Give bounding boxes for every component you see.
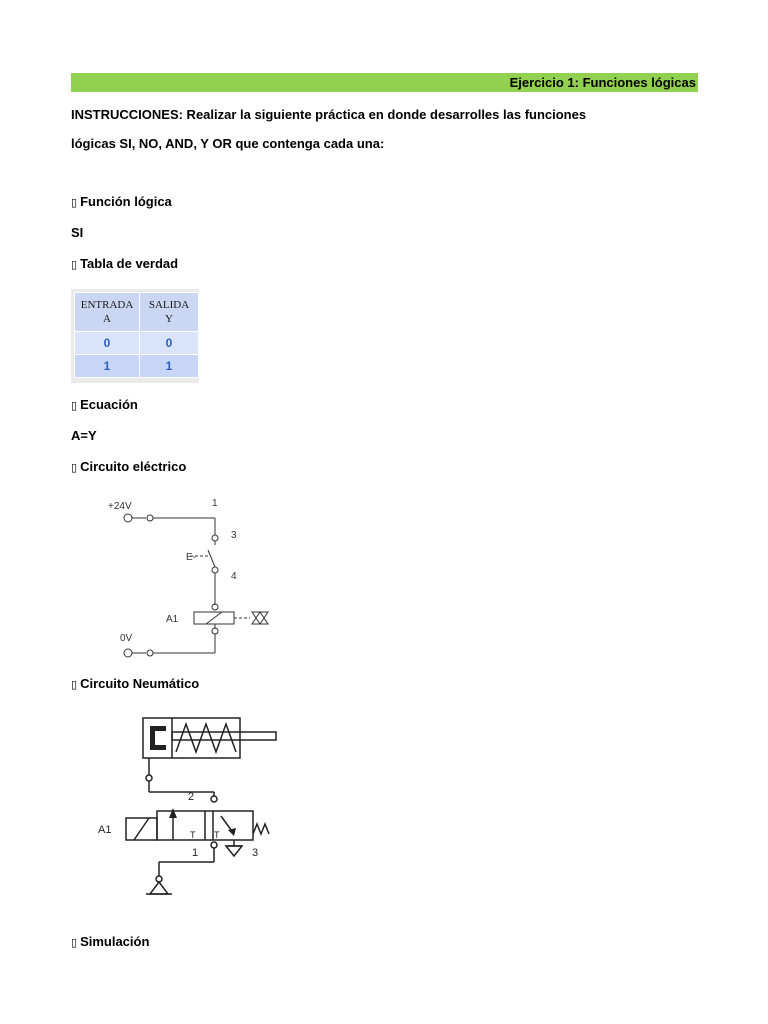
bullet-icon: ▯ — [71, 400, 78, 412]
label-node-4: 4 — [231, 571, 237, 582]
instructions-line-2: lógicas SI, NO, AND, Y OR que contenga cada una: — [71, 136, 385, 151]
section-label: Función lógica — [80, 194, 172, 209]
funcion-value: SI — [71, 225, 84, 240]
section-label: Ecuación — [80, 397, 138, 412]
exhaust-symbol — [226, 846, 242, 856]
label-coil: A1 — [166, 614, 179, 625]
truth-cell: 0 — [140, 332, 199, 355]
truth-table — [71, 289, 199, 383]
section-circuito-electrico — [71, 459, 186, 476]
bullet-icon: ▯ — [71, 679, 78, 691]
instructions-line-1: INSTRUCCIONES: Realizar la siguiente práctica en donde desarrolles las funciones — [71, 107, 587, 122]
page-title: Ejercicio 1: Funciones lógicas — [509, 75, 696, 90]
terminal-symbol — [147, 515, 153, 521]
label-node-1: 1 — [212, 498, 218, 509]
spring-symbol — [253, 824, 269, 834]
terminal-symbol — [124, 649, 132, 657]
label-port-1: 1 — [192, 847, 199, 859]
section-simulacion — [71, 934, 149, 951]
truth-cell: 1 — [140, 355, 199, 378]
label-t1: T — [190, 830, 196, 840]
terminal-symbol — [147, 650, 153, 656]
truth-cell: 1 — [75, 355, 140, 378]
section-label: Simulación — [80, 934, 150, 949]
section-label: Circuito Neumático — [80, 676, 200, 691]
bullet-icon: ▯ — [71, 937, 78, 949]
ecuacion-value: A=Y — [71, 428, 97, 443]
bullet-icon: ▯ — [71, 197, 78, 209]
section-tabla-verdad — [71, 256, 178, 273]
spring-symbol — [176, 724, 236, 752]
switch-contact — [208, 550, 215, 567]
pneumatic-circuit-diagram — [94, 712, 284, 912]
table-row — [75, 332, 199, 355]
header-banner — [71, 73, 698, 92]
label-port-2: 2 — [188, 791, 195, 803]
bullet-icon: ▯ — [71, 462, 78, 474]
valve-symbol — [252, 612, 268, 624]
label-coil: A1 — [98, 824, 112, 836]
label-supply: +24V — [108, 501, 132, 512]
label-port-3: 3 — [252, 847, 259, 859]
label-switch: E- — [186, 552, 196, 563]
table-row — [75, 355, 199, 378]
electric-circuit-diagram — [100, 495, 280, 665]
supply-symbol — [150, 882, 168, 894]
label-node-3: 3 — [231, 530, 237, 541]
label-t2: T — [214, 830, 220, 840]
section-circuito-neumatico — [71, 676, 199, 693]
label-ground: 0V — [120, 633, 133, 644]
bullet-icon: ▯ — [71, 259, 78, 271]
terminal-symbol — [124, 514, 132, 522]
section-funcion-logica — [71, 194, 172, 211]
section-ecuacion — [71, 397, 138, 414]
truth-cell: 0 — [75, 332, 140, 355]
section-label: Circuito eléctrico — [80, 459, 187, 474]
section-label: Tabla de verdad — [80, 256, 179, 271]
truth-header-output: SALIDA Y — [140, 293, 199, 332]
truth-header-input: ENTRADA A — [75, 293, 140, 332]
